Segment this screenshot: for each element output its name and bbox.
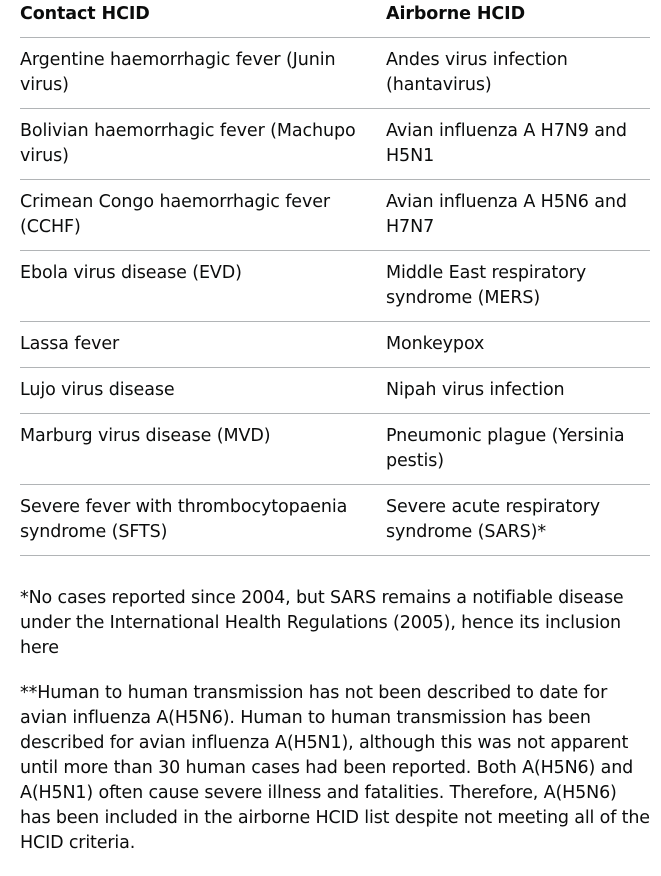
column-header-airborne-hcid: Airborne HCID [386,0,650,37]
table-cell-airborne: Nipah virus infection [386,367,650,413]
footnotes [20,586,650,876]
table-cell-contact: Lassa fever [20,321,386,367]
table-cell-contact: Argentine haemorrhagic fever (Junin virus) [20,37,386,108]
table-row [20,367,650,413]
table-cell-contact: Bolivian haemorrhagic fever (Machupo virus) [20,108,386,179]
table-cell-contact: Marburg virus disease (MVD) [20,413,386,484]
column-header-contact-hcid: Contact HCID [20,0,386,37]
table-row [20,413,650,484]
table-cell-contact: Crimean Congo haemorrhagic fever (CCHF) [20,179,386,250]
table-cell-contact: Ebola virus disease (EVD) [20,250,386,321]
table-row [20,321,650,367]
table-cell-airborne: Severe acute respiratory syndrome (SARS)* [386,484,650,555]
table-cell-airborne: Middle East respiratory syndrome (MERS) [386,250,650,321]
hcid-table [20,0,650,556]
table-cell-airborne: Avian influenza A H5N6 and H7N7 [386,179,650,250]
table-cell-contact: Lujo virus disease [20,367,386,413]
table-row [20,250,650,321]
table-cell-airborne: Andes virus infection (hantavirus) [386,37,650,108]
table-header-row [20,0,650,37]
table-cell-airborne: Avian influenza A H7N9 and H5N1 [386,108,650,179]
table-row [20,37,650,108]
footnote-sars: *No cases reported since 2004, but SARS remains a notifiable disease under the International Health Regulations (2005), hence its inclusion here [20,588,624,658]
table-cell-contact: Severe fever with thrombocytopaenia syndrome (SFTS) [20,484,386,555]
table-cell-airborne: Monkeypox [386,321,650,367]
table-row [20,108,650,179]
table-row [20,179,650,250]
footnote-avian-influenza: **Human to human transmission has not been described to date for avian influenza A(H5N6). Human to human transmission has been described for avian influenza A(H5N1), although this was not apparent until more than 30 human cases had been reported. Both A(H5N6) and A(H5N1) often cause severe illness and fatalities. Therefore, A(H5N6) has been included in the airborne HCID list despite not meeting all of the HCID criteria. [20,683,650,853]
table-cell-airborne: Pneumonic plague (Yersinia pestis) [386,413,650,484]
table-row [20,484,650,555]
